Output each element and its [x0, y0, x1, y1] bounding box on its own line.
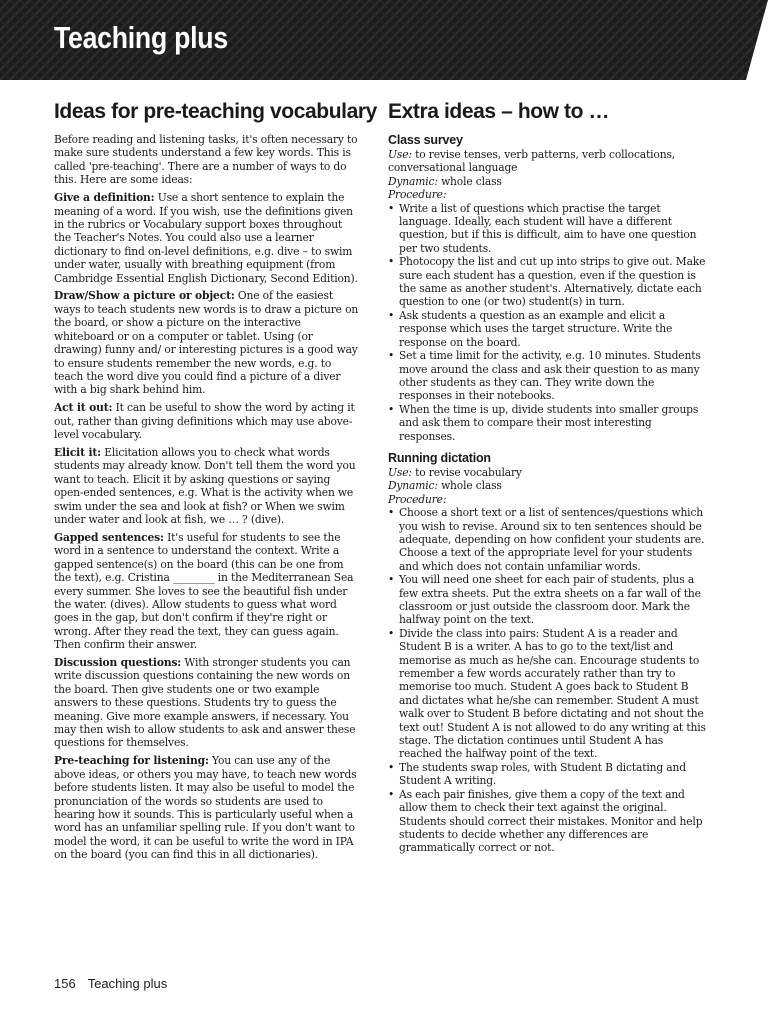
tip-text: You can use any of the above ideas, or others you may have, to teach new words before students listen. It may also be useful to model the pronunciation of the words so students are used to hearing how it sounds. This is particularly useful when a word has an unfamiliar spelling rule. If you don't want to model the word, it can be useful to write the word in IPA on the board (you can find this in all dictionaries). — [54, 754, 357, 862]
dynamic-text: whole class — [441, 174, 502, 188]
tip-text: Elicitation allows you to check what words students may already know. Don't tell them the word you want to teach. Elicit it by asking questions or saying open-ended sentences, e.g. What is the activity when we swim under the sea and look at fish? or When we swim under water and look at fish, we … ? (dive). — [54, 445, 356, 526]
use-text: to revise tenses, verb patterns, verb collocations, conversational language — [388, 148, 676, 175]
intro-paragraph: Before reading and listening tasks, it's often necessary to make sure students understand a few key words. This is called 'pre-teaching'. There are a number of ways to do this. Here are some ideas: — [54, 133, 358, 187]
procedure-label: Procedure: — [388, 492, 447, 506]
section-title: Running dictation — [388, 450, 491, 465]
tip-paragraph — [54, 289, 360, 396]
dynamic-text: whole class — [441, 479, 502, 493]
procedure-step: • As each pair finishes, give them a copy of the text and allow them to check their text against the original. Students should correct their mistakes. Monitor and help students to decide whether any differences are grammatically correct or not. — [388, 788, 706, 855]
tip-paragraph — [54, 531, 360, 652]
procedure-step: • The students swap roles, with Student B dictating and Student A writing. — [388, 761, 706, 788]
tip-paragraph — [54, 446, 360, 526]
activity-section-class-survey — [388, 133, 706, 443]
dynamic-label: Dynamic: — [388, 174, 438, 188]
page-footer — [54, 976, 167, 991]
tip-paragraph — [54, 401, 360, 441]
use-label: Use: — [388, 148, 412, 161]
procedure-label: Procedure: — [388, 188, 447, 202]
page-number: 156 — [54, 976, 76, 991]
tip-label: Elicit it: — [54, 445, 101, 459]
use-line — [388, 466, 706, 479]
tip-label: Pre-teaching for listening: — [54, 754, 209, 768]
procedure-step: • Choose a short text or a list of sentences/questions which you wish to revise. Around six to ten sentences should be adequate, depending on how confident your students are. Choose a text of the appropriate level for your students and which does not contain unfamiliar words. — [388, 506, 706, 573]
procedure-list — [388, 202, 706, 443]
procedure-step: • Ask students a question as an example and elicit a response which uses the target structure. Write the response on the board. — [388, 309, 706, 349]
dynamic-label: Dynamic: — [388, 479, 438, 493]
use-label: Use: — [388, 465, 412, 479]
use-line — [388, 148, 706, 175]
left-column-title: Ideas for pre-teaching vocabulary — [54, 100, 377, 123]
procedure-step: • Divide the class into pairs: Student A is a reader and Student B is a writer. A has to go to the text/list and memorise as much as he/she can. Encourage students to remember a few words accurately rather than try to memorise too much. Student A goes back to Student B and dictates what he/she can remember. Student A must walk over to Student B before dictating and not shout the text out! Student A is not allowed to do any writing at this stage. The dictation continues until Student A has reached the halfway point of the text. — [388, 627, 706, 761]
tip-paragraph — [54, 656, 360, 750]
footer-label: Teaching plus — [87, 976, 168, 991]
tip-text: It can be useful to show the word by acting it out, rather than giving definitions which may use above-level vocabulary. — [54, 401, 355, 442]
tip-label: Draw/Show a picture or object: — [54, 289, 235, 303]
procedure-line — [388, 188, 706, 201]
right-column-title: Extra ideas – how to … — [388, 100, 610, 123]
left-column — [54, 100, 377, 866]
tip-label: Give a definition: — [54, 191, 155, 205]
tip-label: Gapped sentences: — [54, 530, 164, 544]
dynamic-line — [388, 175, 706, 188]
procedure-step: • When the time is up, divide students into smaller groups and ask them to compare their most interesting responses. — [388, 403, 706, 443]
tip-text: Use a short sentence to explain the meaning of a word. If you wish, use the definitions given in the rubrics or Vocabulary support boxes throughout the Teacher's Notes. You could also use a learner dictionary to find on-level definitions, e.g. dive – to swim under water, usually with breathing equipment (from Cambridge Essential English Dictionary, Second Edition). — [54, 191, 358, 285]
procedure-step: • Write a list of questions which practise the target language. Ideally, each student will have a different question, but if this is difficult, aim to have one question per two students. — [388, 202, 706, 256]
right-column — [388, 100, 706, 855]
procedure-list — [388, 506, 706, 855]
tip-label: Act it out: — [54, 401, 113, 415]
procedure-step: • You will need one sheet for each pair of students, plus a few extra sheets. Put the extra sheets on a far wall of the classroom or just outside the classroom door. Mark the halfway point on the text. — [388, 573, 706, 627]
tip-text: With stronger students you can write discussion questions containing the new words on the board. Then give students one or two example answers to these questions. Students try to guess the meaning. Give more example answers, if necessary. You may then wish to allow students to ask and answer these questions for themselves. — [54, 656, 356, 750]
procedure-step: • Set a time limit for the activity, e.g. 10 minutes. Students move around the class and ask their question to as many other students as they can. They write down the responses in their notebooks. — [388, 349, 706, 403]
use-text: to revise vocabulary — [415, 465, 522, 479]
tip-text: One of the easiest ways to teach students new words is to draw a picture on the board, or show a picture on the interactive whiteboard or on a computer or tablet. Using (or drawing) funny and/ or interesting pictures is a good way to ensure students remember the new words, e.g. to teach the word dive you could find a picture of a diver with a big shark behind him. — [54, 289, 359, 397]
page-title: Teaching plus — [54, 20, 228, 55]
header-banner — [0, 0, 768, 80]
tip-paragraph — [54, 191, 360, 285]
section-title: Class survey — [388, 133, 463, 147]
tip-text: It's useful for students to see the word in a sentence to understand the context. Write a gapped sentence(s) on the board (this can be one from the text), e.g. Cristina ________ in the Mediterranean Sea every summer. She loves to see the beautiful fish under the water. (dives). Allow students to guess what word goes in the gap, but don't confirm if they're right or wrong. After they read the text, they can guess again. Then confirm their answer. — [54, 530, 354, 652]
procedure-step: • Photocopy the list and cut up into strips to give out. Make sure each student has a question, even if the question is the same as another student's. Alternatively, dictate each question to one (or two) student(s) in turn. — [388, 255, 706, 309]
tip-label: Discussion questions: — [54, 656, 182, 670]
dynamic-line — [388, 479, 706, 492]
activity-section-running-dictation — [388, 451, 706, 855]
tip-paragraph — [54, 754, 360, 861]
procedure-line — [388, 493, 706, 506]
